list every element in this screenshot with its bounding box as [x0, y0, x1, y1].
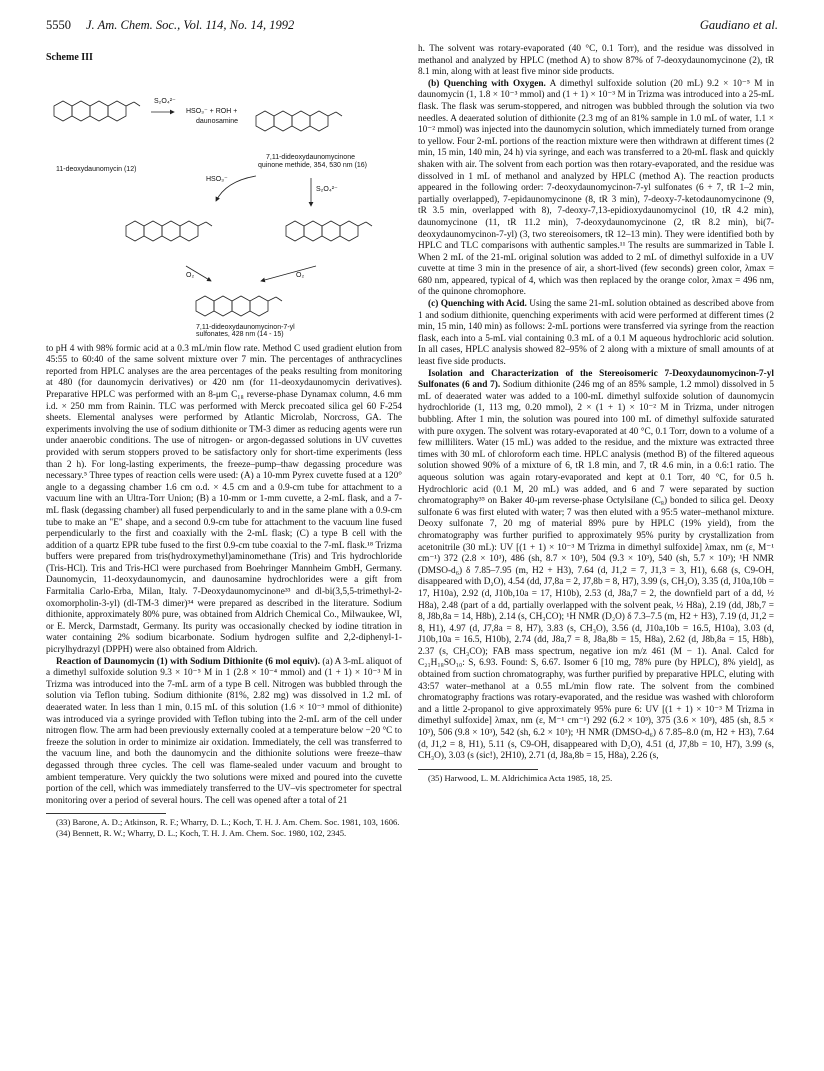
isolation-paragraph: Sodium dithionite (246 mg of an 85% sample, 1.2 mmol) dissolved in 5 mL of deaerated water was added to a 100-mL dimethyl sulfoxide solution of daunomycin hydrochloride (1, 113 mg, 0.20 mmol), 2 × (1 + 1) × 10⁻² M in Trizma, under nitrogen bubbling. After 1 min, the solution was poured into 100 mL of dimethyl sulfoxide saturated with pure oxygen. The solvent was rotary-evaporated at 40 °C, 0.1 Torr, down to a volume of a few milliliters. Water (15 mL) was added to the residue, and the mixture was extracted three times with 30 mL of chloroform each time. HPLC analysis (method B) of the filtered aqueous solution showed 90% of a mixture of 6, tR 1.8 min, and 7, tR 4.6 min, in a 0.6:1 ratio. The aqueous solution was again rotary-evaporated and kept at 0.1 Torr, 40 °C, for 0.5 h. Hydrochloric acid (0.1 M, 20 mL) was added, and 6 and 7 were separated by suction chromatography³⁵ on Baker 40-μm reverse-phase Octylsilane (C₈) bonded to silica gel. Deoxy sulfonate 6 was first eluted with water; 7 was then eluted with a 95:5 water–methanol mixture. Deoxy sulfonate 7, 20 mg of material 89% pure by HPLC (19% yield), from the chromatography was further purified to approximately 95% purity by crystallization from acetonitrile (30 mL): UV [(1 + 1) × 10⁻³ M Trizma in dimethyl sulfoxide] λmax, nm (ε, M⁻¹ cm⁻¹) 372 (2.8 × 10³), 486 (sh, 8.7 × 10³), 504 (9.3 × 10³), 540 (sh, 5.7 × 10³); ¹H NMR (DMSO-d₆) δ 7.85–7.95 (m, H2 + H3), 7.64 (d, J1,2 = 7, J1,3 = 3, H1), 6.68 (s, C9-OH, disappeared with D₂O), 4.54 (dd, J7,8a = 2, J7,8b = 8, H7), 3.99 (s, CH₃O), 3.35 (d, J10a,10b = 17, H10a), 2.92 (d, J10b,10a = 17, H10b), 2.53 (d, J8a,7 = 2, the downfield part of a dd, ½ H8a), 2.48 (part of a dd, partially overlapped with the solvent peak, ½ H8a), 2.19 (dd, J8b,7 = 8, J8b,8a = 14, H8b), 2.14 (s, CH₃CO); ¹H NMR (D₂O) δ 7.3–7.5 (m, H2 + H3), 7.19 (d, J1,2 = 8, H1), 4.97 (d, J7,8a = 8, H7), 3.83 (s, CH₃O), 3.56 (d, J10a,10b = 16.5, H10a), 3.03 (d, J10b,10a = 16.5, H10b), 2.74 (dd, J8a,7 = 8, J8a,8b = 15, H8a), 2.62 (d, J8b,8a = 15, H8b), 2.37 (s, CH₃CO); FAB mass spectrum, negative ion m/z 461 (M − 1). Anal. Calcd for C₂₁H₁₈SO₁₀: S, 6.93. Found: S, 6.67. Isomer 6 [10 mg, 78% pure (by HPLC), 8% yield], as obtained from suction chromatography, was further purified by preparative HPLC, eluting with 43:57 water–methanol at a 0.55 mL/min flow rate. The solvent from the combined chromatography fractions was rotary-evaporated, and the residue was washed with chloroform and a little 2-propanol to give approximately 95% pure 6: UV [(1 + 1) × 10⁻³ M Trizma in dimethyl sulfoxide] λmax, nm (ε, M⁻¹ cm⁻¹) 292 (6.2 × 10³), 375 (3.6 × 10³), 485 (sh, 8.5 × 10³), 506 (9.8 × 10³), 542 (sh, 6.2 × 10³); ¹H NMR (DMSO-d₆) δ 7.85–8.0 (m, H2 + H3), 7.64 (d, J1,2 = 8, H1), 5.11 (s, C9-OH, disappeared with D₂O), 4.51 (d, J7,8b = 10, H7), 3.99 (s, CH₃O), 3.03 (s (sic!), 2H10), 2.71 (d, J8a,8b = 15, H8a), 2.26 (s, — [418, 380, 774, 762]
footnote-34: (34) Bennett, R. W.; Wharry, D. L.; Koch, T. H. J. Am. Chem. Soc. 1980, 102, 2345. — [56, 827, 347, 838]
section-heading-dithionite: Reaction of Daunomycin (1) with Sodium Dithionite (6 mol equiv). — [56, 656, 320, 667]
label-compound-16-b: quinone methide, 354, 530 nm (16) — [258, 161, 367, 169]
anthracycline-structure-icon — [54, 101, 140, 121]
continuation-paragraph: h. The solvent was rotary-evaporated (40 °C, 0.1 Torr), and the residue was dissolved in methanol and analyzed by HPLC (method A) to show 87% of 7-deoxydaunomycinone (2), tR 8.1 min, along with at least five minor side products. — [418, 44, 774, 78]
quinone-methide-structure-icon — [256, 111, 342, 131]
reagent-dithionite-b: S₂O₄²⁻ — [316, 185, 338, 193]
methods-paragraph: to pH 4 with 98% formic acid at a 0.3 mL/min flow rate. Method C used gradient elution from 45:55 to 60:40 of the same solvent mixture over 7 min. The percentages of anthracyclines reported from HPLC analyses are the area percentages of the peaks resulting from monitoring at 480 (for daunomycin derivatives) or 420 nm (for 11-deoxydaunomycin derivatives). Preparative HPLC was performed with an 8-μm C₁₈ reverse-phase Dynamax column, 4.6 mm i.d. × 250 mm from Rainin. TLC was performed with Merck precoated silica gel 60 F-254 sheets. Elemental analyses were performed by Atlantic Microlab, Norcross, GA. The experiments involving the use of sodium dithionite or TM-3 dimer as reducing agents were run under anaerobic conditions. The use of nitrogen- or argon-degassed solutions in UV cuvettes provided with serum stoppers proved to be satisfactory only for short-time experiments (less than 2 h). For long-lasting experiments, the freeze–pump–thaw degassing procedure was necessary.⁵ Three types of reaction cells were used: (A) a 10-mm Pyrex cuvette fused at a 120° angle to a degassing chamber 1.6 cm o.d. × 4.5 cm and a 0.9-cm tube for attachment to a vacuum line with an Ultra-Torr Union; (B) a 10-mm or 1-mm cuvette, a 2-mL flask, and a 7-mL flask (degassing chamber) all fused perpendicularly to and in the same plane with a 0.9-cm tube to make an "E" shape, and a second 0.9-cm tube for attachment to the vacuum line fused perpendicularly to the first and coaxially with the 2-mL flask; (C) a type B cell with the addition of a quartz EPR tube fused to the first 0.9-cm tube coaxial to the 7-mL flask.¹⁸ Trizma buffers were prepared from tris(hydroxymethyl)aminomethane (Tris) and Tris hydrochloride (Tris-HCl). Tris and Tris-HCl were purchased from Boehringer Mannheim GmbH, Germany. Daunomycin, 11-deoxydaunomycin, and daunosamine hydrochlorides were a gift from Farmitalia Carlo-Erba, Milan, Italy. 7-Deoxydaunomycinone³³ and dl-bi(3,5,5-trimethyl-2-oxomorpholin-3-yl) (dl-TM-3 dimer)³⁴ were prepared as described in the literature. Sodium dithionite, approximately 80% pure, was obtained from Aldrich Chemical Co., Milwaukee, WI, or E. Merck, Darmstadt, Germany. Its purity was occasionally checked by iodine titration in water containing 2% sodium bicarbonate. Sodium hydrogen sulfite and 2,2-diphenyl-1-picrylhydrazyl (DPPH) were also obtained from Aldrich. — [46, 343, 402, 656]
oxygen-left: O₂ — [186, 271, 195, 279]
section-heading-oxygen: (b) Quenching with Oxygen. — [428, 78, 546, 89]
sulfonate-structure-icon — [196, 296, 282, 316]
daunosamine-label: daunosamine — [196, 117, 239, 125]
sulfonate-structure-icon — [286, 221, 372, 241]
page-number: 5550 — [46, 18, 71, 32]
scheme-title: Scheme III — [46, 52, 93, 63]
oxygen-right: O₂ — [296, 271, 305, 279]
scheme-drawing — [46, 66, 402, 338]
section-heading-acid: (c) Quenching with Acid. — [428, 299, 527, 310]
left-column — [46, 52, 402, 838]
acid-paragraph: Using the same 21-mL solution obtained as described above from 1 and sodium dithionite, quenching experiments with acid were performed at different times (2 min, 15 min, 140 min) as follows: 2-mL portions were transferred via syringe from the reaction flask, each into a 5-mL vial containing 0.3 mL of a 0.1 M aqueous hydrochloric acid solution. In all cases, HPLC analysis showed 82–95% of 2 along with a mixture of small amounts of at least five side products. — [418, 299, 774, 368]
reagent-dithionite: S₂O₄²⁻ — [154, 97, 176, 105]
reagent-bisulfite: HSO₃⁻ — [206, 175, 228, 183]
reaction-scheme — [46, 66, 402, 338]
footnote-33: (33) Barone, A. D.; Atkinson, R. F.; Wharry, D. L.; Koch, T. H. J. Am. Chem. Soc. 1981, 103, 1606. — [56, 817, 400, 828]
footnote-35: (35) Harwood, L. M. Aldrichimica Acta 1985, 18, 25. — [428, 772, 613, 783]
label-compound-14-b: sulfonates, 428 nm (14 - 15) — [196, 330, 284, 338]
page-header — [46, 18, 778, 38]
right-column — [418, 44, 774, 783]
oxygen-paragraph: A dimethyl sulfoxide solution (20 mL) 9.2 × 10⁻⁵ M in daunomycin (1, 1.8 × 10⁻³ mmol) and (1 + 1) × 10⁻³ M in Trizma was introduced into a 25-mL flask. The flask was serum-stoppered, and nitrogen was bubbled through the solution via two needles. A deaerated solution of dithionite (2.3 mg of an 81% sample in 1.0 mL of water, 1.1 × 10⁻² mmol) was injected into the daunomycin solution, which immediately turned from orange to yellow. Four 2-mL portions of the reaction mixture were then withdrawn at different times (2 min, 15 min, 140 min, 24 h) via syringe, and each was transferred to a 20-mL flask and quickly shaken with air. The solvent from each portion was then rotary-evaporated, and the residue was dissolved in 1 mL of methanol and analyzed by HPLC (method A). The reaction products appeared in the following order: 7-deoxydaunomycinon-7-yl sulfonates (6 + 7, tR 1–2 min, partially overlapped), 7-epidaunomycinone (8, tR 3 min), 7-deoxy-7-ketodaunomycinone (9, tR 3.5 min, overlapped with 8), 7-deoxy-7,13-epidioxydaunomycinol (10, tR 4.2 min), daunomycinone (11, tR 11.2 min), 7-deoxydaunomycinone (2, tR 8.2 min), bi(7-deoxydaunomycinon-7-yl) (3, two stereoisomers, tR 12–13 min). They were identified both by HPLC and TLC comparisons with authentic samples.¹¹ The results are summarized in Table I. When 2 mL of the 21-mL original solution was added to 2 mL of dimethyl sulfoxide in a UV cuvette at time 3 min in the presence of air, a short-lived (few seconds) green color, λmax = 680 nm, appeared, typical of 4, which was then replaced by the orange color, λmax = 496 nm, of the quinone chromophore. — [418, 78, 774, 298]
sulfonate-structure-icon — [126, 221, 212, 241]
dithionite-paragraph: (a) A 3-mL aliquot of a dimethyl sulfoxide solution 9.3 × 10⁻⁵ M in 1 (2.8 × 10⁻⁴ mmol) and (1 + 1) × 10⁻³ M in Trizma was introduced into the 7-mL arm of a type B cell. Nitrogen was bubbled through the solution via Teflon tubing. Sodium dithionite (81%, 2.82 mg) was dissolved in 1.2 mL of deaerated water. In less than 1 min, 0.15 mL of this solution (1.6 × 10⁻³ mmol of dithionite) was introduced via a syringe provided with Teflon tubing into the 2-mL arm of the cell under nitrogen flow. The arm had been previously externally cooled at a temperature below −20 °C to freeze the solution in order to minimize air oxidation. Immediately, the cell was transferred to the vacuum line, and both the daunomycin and the dithionite solutions were freeze–thaw degassed through three cycles. The cell was flame-sealed under vacuum and brought to ambient temperature. Very quickly the two solutions were mixed and poured into the cuvette portion of the cell, which was immediately transferred to the UV–vis spectrometer for spectral monitoring over a period of several hours. The cell was opened after a total of 21 — [46, 656, 402, 806]
top-products: HSO₃⁻ + ROH + — [186, 107, 238, 115]
label-compound-16-a: 7,11-dideoxydaunomycinone — [266, 153, 355, 161]
section-heading-isolation: Isolation and Characterization of the Stereoisomeric 7-Deoxydaunomycinon-7-yl Sulfonates (6 and 7). — [418, 368, 774, 391]
journal-citation: J. Am. Chem. Soc., Vol. 114, No. 14, 1992 — [86, 18, 295, 32]
running-authors: Gaudiano et al. — [699, 18, 778, 32]
label-compound-14-a: 7,11-dideoxydaunomycinon-7-yl — [196, 323, 295, 331]
label-compound-12: 11-deoxydaunomycin (12) — [56, 165, 137, 173]
